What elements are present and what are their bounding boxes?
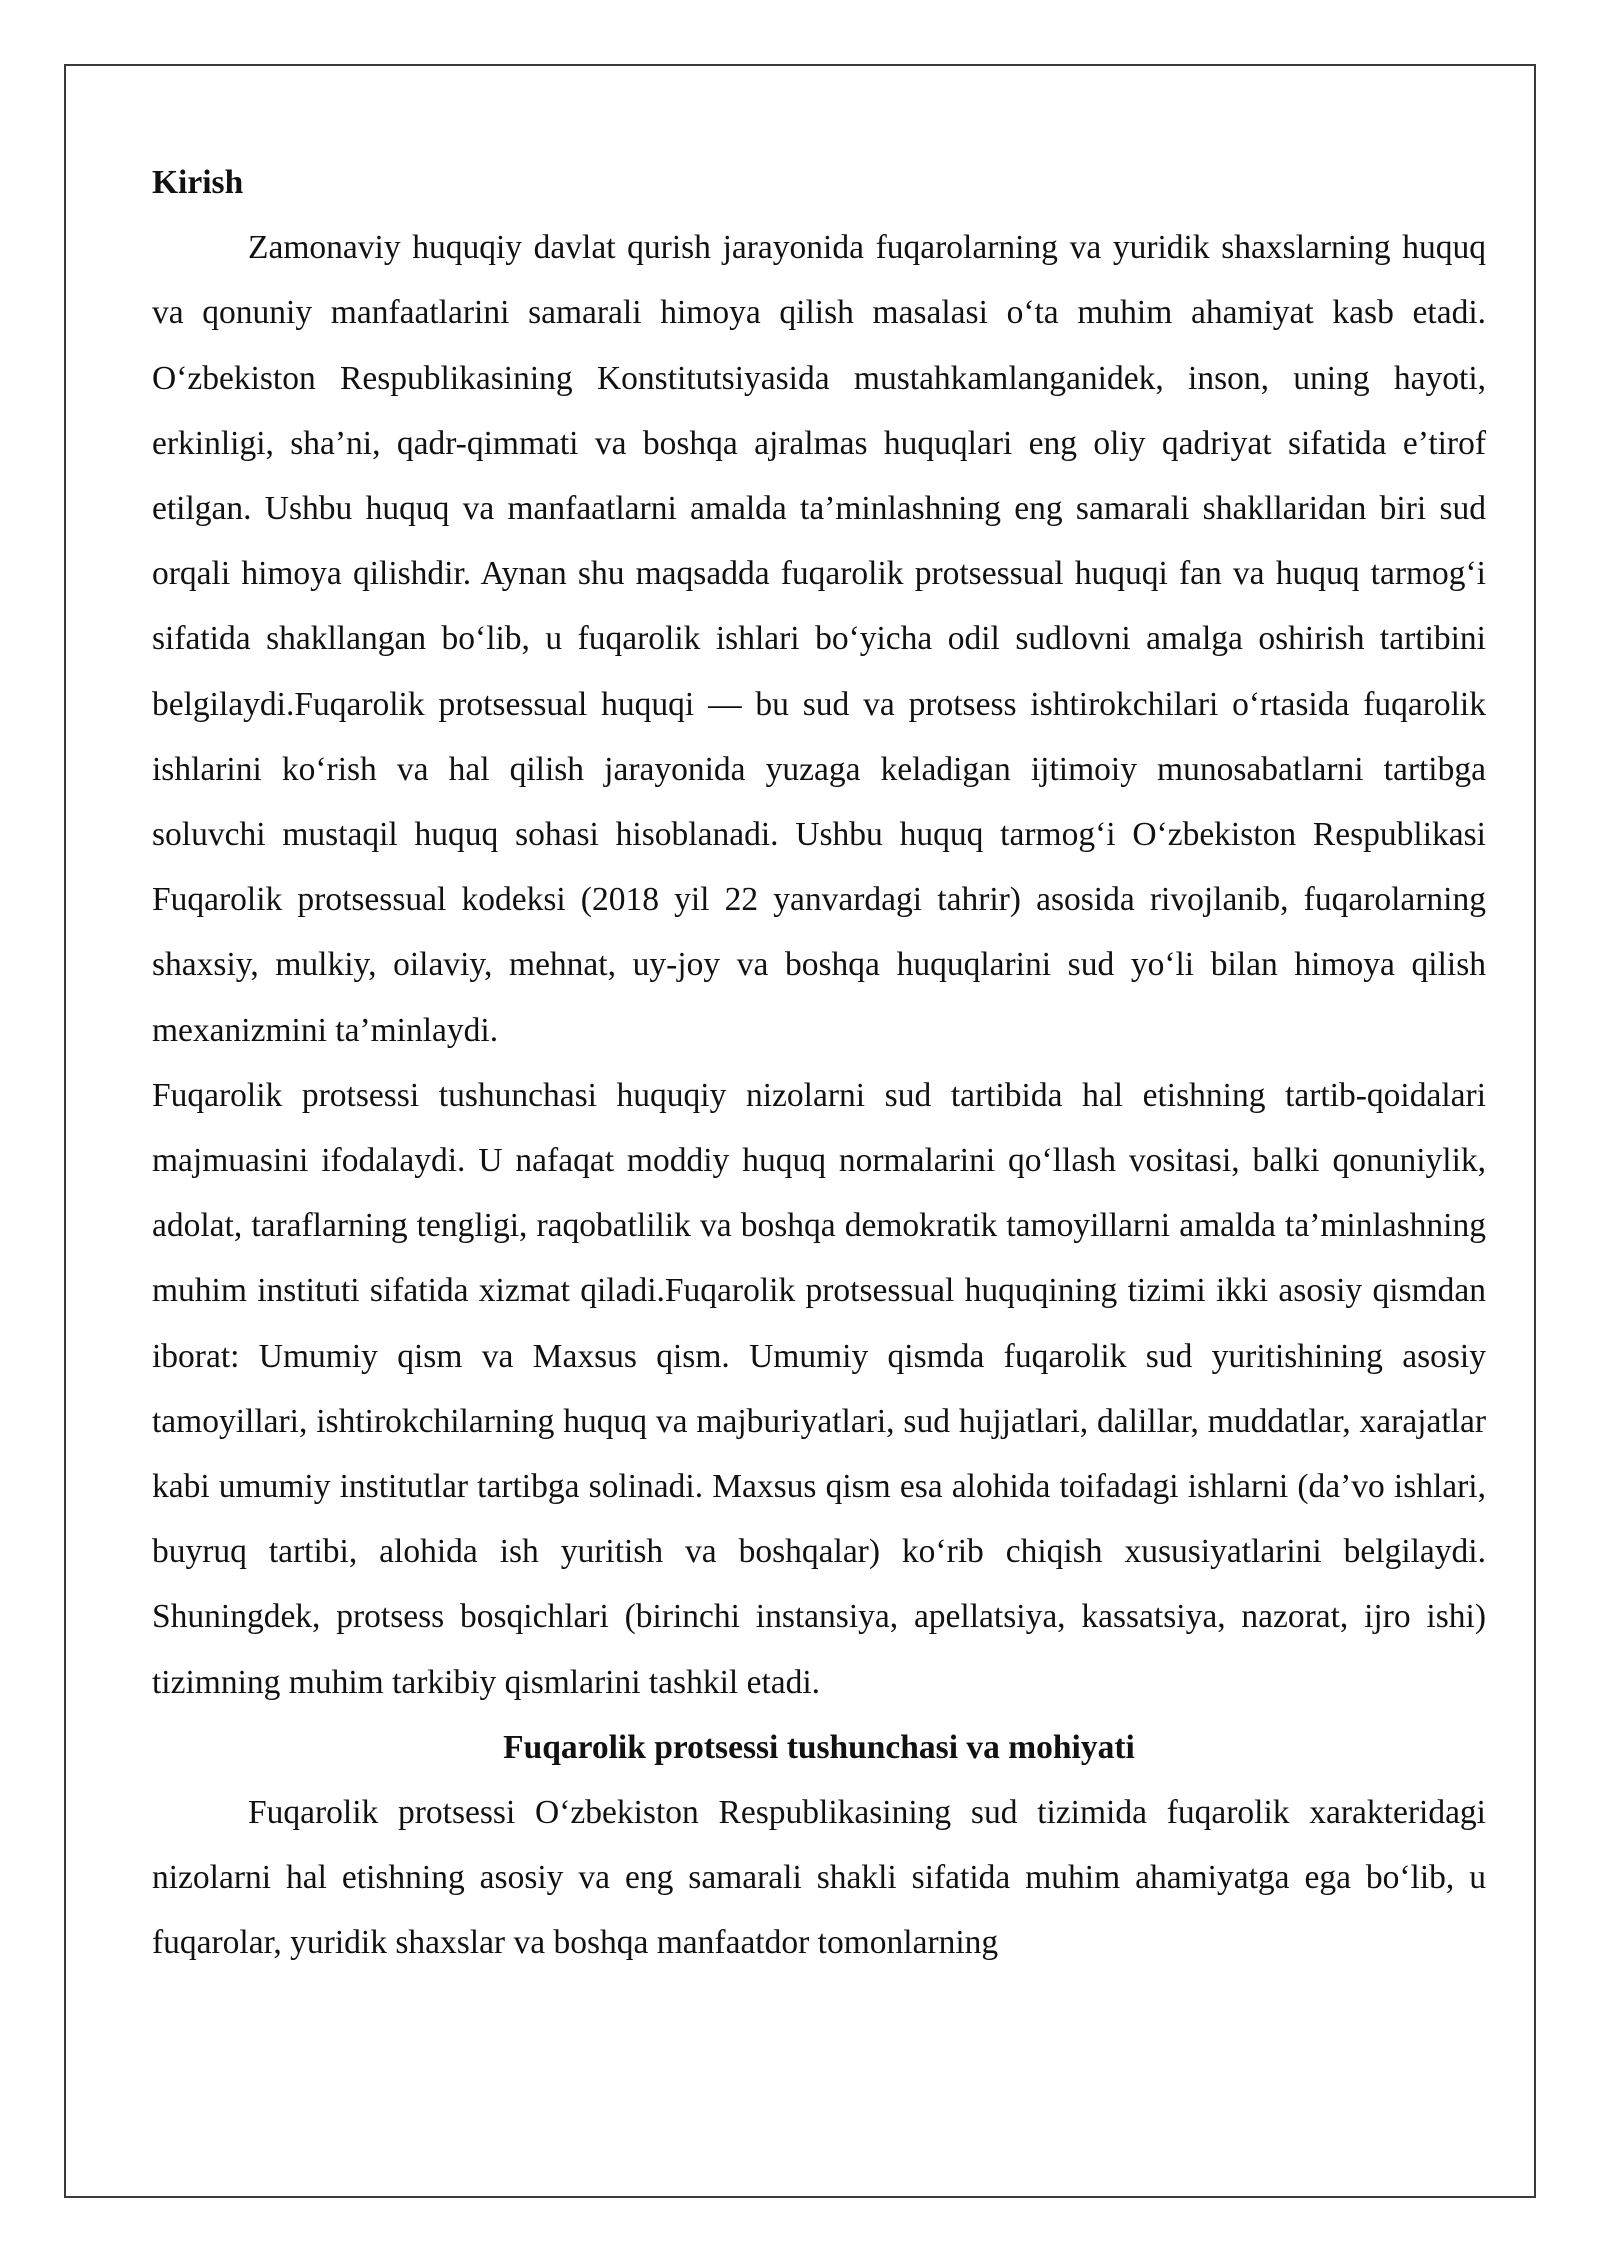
section-heading-tushuncha: Fuqarolik protsessi tushunchasi va mohiyati: [503, 1728, 1135, 1766]
section-heading-kirish: Kirish: [152, 164, 244, 201]
paragraph-protsess-concept: Fuqarolik protsessi tushunchasi huquqiy nizolarni sud tartibida hal etishning tartib-qoidalari majmuasini ifodalaydi. U nafaqat moddiy huquq normalarini qo‘llash vositasi, balki qonuniylik, adolat, taraflarning tengligi, raqobatlilik va boshqa demokratik tamoyillarni amalda ta’minlashning muhim instituti sifatida xizmat qiladi.Fuqarolik protsessual huquqining tizimi ikki asosiy qismdan iborat: Umumiy qism va Maxsus qism. Umumiy qismda fuqarolik sud yuritishining asosiy tamoyillari, ishtirokchilarning huquq va majburiyatlari, sud hujjatlari, dalillar, muddatlar, xarajatlar kabi umumiy institutlar tartibga solinadi. Maxsus qism esa alohida toifadagi ishlarni (da’vo ishlari, buyruq tartibi, alohida ish yuritish va boshqalar) ko‘rib chiqish xususiyatlarini belgilaydi. Shuningdek, protsess bosqichlari (birinchi instansiya, apellatsiya, kassatsiya, nazorat, ijro ishi) tizimning muhim tarkibiy qismlarini tashkil etadi.: [152, 1076, 1486, 1701]
document-body: [152, 150, 1486, 1976]
paragraph-protsess-essence: Fuqarolik protsessi O‘zbekiston Respublikasining sud tizimida fuqarolik xarakteridagi nizolarni hal etishning asosiy va eng samarali shakli sifatida muhim ahamiyatga ega bo‘lib, u fuqarolar, yuridik shaxslar va boshqa manfaatdor tomonlarning: [152, 1794, 1486, 1962]
paragraph-intro: Zamonaviy huquqiy davlat qurish jarayonida fuqarolarning va yuridik shaxslarning huquq va qonuniy manfaatlarini samarali himoya qilish masalasi o‘ta muhim ahamiyat kasb etadi. O‘zbekiston Respublikasining Konstitutsiyasida mustahkamlanganidek, inson, uning hayoti, erkinligi, sha’ni, qadr-qimmati va boshqa ajralmas huquqlari eng oliy qadriyat sifatida e’tirof etilgan. Ushbu huquq va manfaatlarni amalda ta’minlashning eng samarali shakllaridan biri sud orqali himoya qilishdir. Aynan shu maqsadda fuqarolik protsessual huquqi fan va huquq tarmog‘i sifatida shakllangan bo‘lib, u fuqarolik ishlari bo‘yicha odil sudlovni amalga oshirish tartibini belgilaydi.Fuqarolik protsessual huquqi — bu sud va protsess ishtirokchilari o‘rtasida fuqarolik ishlarini ko‘rish va hal qilish jarayonida yuzaga keladigan ijtimoiy munosabatlarni tartibga soluvchi mustaqil huquq sohasi hisoblanadi. Ushbu huquq tarmog‘i O‘zbekiston Respublikasi Fuqarolik protsessual kodeksi (2018 yil 22 yanvardagi tahrir) asosida rivojlanib, fuqarolarning shaxsiy, mulkiy, oilaviy, mehnat, uy-joy va boshqa huquqlarini sud yo‘li bilan himoya qilish mexanizmini ta’minlaydi.: [152, 229, 1486, 1049]
